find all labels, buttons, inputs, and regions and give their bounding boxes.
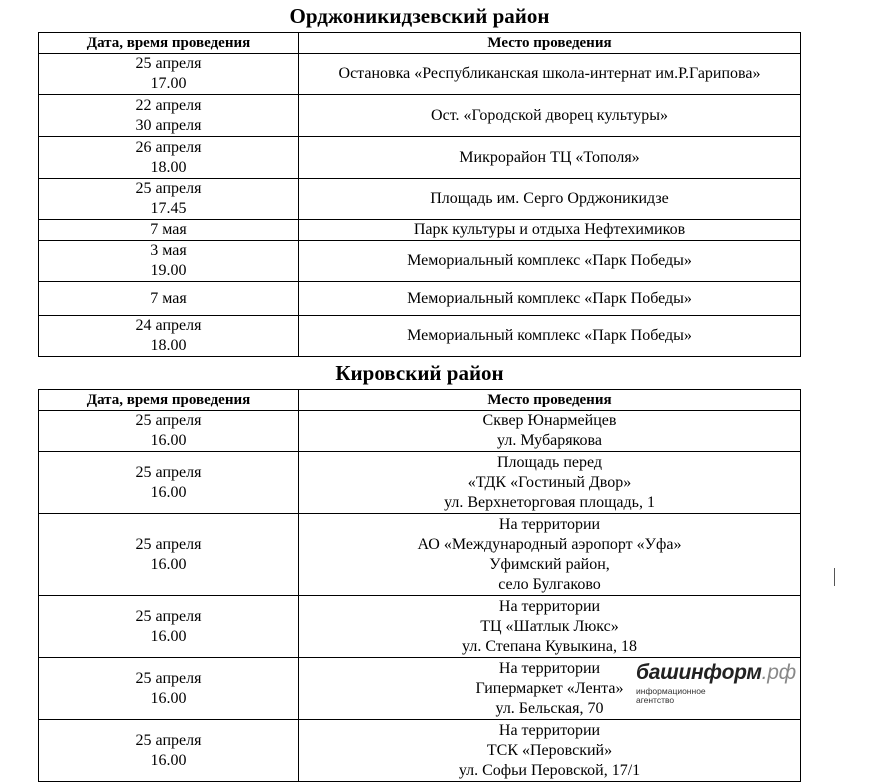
date-line: 25 апреля [135, 731, 202, 749]
date-cell [39, 452, 299, 514]
date-line: 24 апреля [135, 317, 202, 334]
table-row [39, 137, 801, 179]
place-line: Уфимский район, [489, 555, 610, 573]
table-body [39, 411, 801, 782]
date-cell [39, 137, 299, 179]
place-line: АО «Международный аэропорт «Уфа» [417, 535, 682, 553]
date-line: 16.00 [150, 555, 187, 573]
date-cell [39, 316, 299, 357]
text-cursor-marker [834, 568, 835, 586]
place-line: ул. Софьи Перовской, 17/1 [458, 761, 641, 779]
table-row [39, 514, 801, 596]
date-line: 30 апреля [135, 116, 202, 134]
place-cell [299, 514, 801, 596]
place-line: «ТДК «Гостиный Двор» [467, 473, 632, 491]
date-cell [39, 514, 299, 596]
date-line: 18.00 [150, 158, 187, 176]
date-line: 25 апреля [135, 607, 202, 625]
place-cell [299, 220, 801, 241]
date-line: 7 мая [150, 289, 187, 307]
place-line: ТЦ «Шатлык Люкс» [480, 617, 619, 635]
place-line: ул. Степана Кувыкина, 18 [462, 637, 637, 655]
table-row [39, 411, 801, 452]
date-cell [39, 411, 299, 452]
date-cell [39, 720, 299, 782]
date-cell [39, 95, 299, 137]
place-line: На территории [498, 597, 601, 615]
date-line: 7 мая [150, 221, 187, 238]
place-cell [299, 282, 801, 316]
watermark-subtitle: информационное агентство [636, 686, 706, 705]
date-cell [39, 179, 299, 220]
date-cell [39, 282, 299, 316]
date-line: 16.00 [150, 751, 187, 769]
place-line: Ост. «Городской дворец культуры» [431, 106, 668, 124]
table-row [39, 316, 801, 357]
date-line: 26 апреля [135, 138, 202, 156]
date-line: 22 апреля [135, 96, 202, 114]
table-row [39, 452, 801, 514]
place-line: село Булгаково [498, 575, 601, 593]
place-line: Остановка «Республиканская школа-интернат им.Р.Гарипова» [338, 65, 761, 82]
header-place: Место проведения [299, 33, 801, 54]
table-body [39, 54, 801, 357]
place-line: Площадь перед [496, 453, 603, 471]
date-line: 25 апреля [135, 535, 202, 553]
date-line: 16.00 [150, 432, 187, 449]
place-cell [299, 720, 801, 782]
place-line: Микрорайон ТЦ «Тополя» [459, 148, 640, 166]
table-header-row [39, 33, 801, 54]
section-title-ordzhonikidzevsky: Орджоникидзевский район [289, 4, 550, 28]
place-line: На территории [498, 515, 601, 533]
date-line: 16.00 [150, 627, 187, 645]
table-row [39, 54, 801, 95]
date-cell [39, 220, 299, 241]
date-line: 25 апреля [135, 669, 202, 687]
date-cell [39, 54, 299, 95]
place-cell [299, 54, 801, 95]
date-line: 18.00 [150, 337, 187, 354]
table-header-row [39, 390, 801, 411]
date-cell [39, 241, 299, 282]
header-place: Место проведения [299, 390, 801, 411]
place-line: ул. Бельская, 70 [495, 699, 604, 717]
place-cell [299, 316, 801, 357]
watermark-brand: башинформ.рф [636, 661, 796, 684]
table-row [39, 220, 801, 241]
date-line: 3 мая [150, 242, 187, 259]
place-line: Мемориальный комплекс «Парк Победы» [407, 327, 692, 344]
date-line: 25 апреля [135, 180, 202, 197]
place-cell [299, 411, 801, 452]
section-title-kirovsky: Кировский район [335, 361, 504, 385]
date-line: 25 апреля [135, 463, 202, 481]
place-line: Мемориальный комплекс «Парк Победы» [407, 252, 692, 269]
place-line: ул. Верхнеторговая площадь, 1 [444, 493, 655, 511]
schedule-table-ordzhonikidzevsky [38, 32, 801, 357]
place-line: Мемориальный комплекс «Парк Победы» [407, 289, 692, 307]
date-line: 17.00 [150, 75, 187, 92]
date-line: 17.45 [150, 200, 187, 217]
table-row [39, 282, 801, 316]
header-date-time: Дата, время проведения [39, 390, 299, 411]
place-cell [299, 241, 801, 282]
date-line: 25 апреля [135, 55, 202, 72]
table-row [39, 720, 801, 782]
date-line: 19.00 [150, 262, 187, 279]
table-row [39, 95, 801, 137]
bashinform-watermark-logo [636, 661, 796, 705]
schedule-table-kirovsky [38, 389, 801, 782]
date-cell [39, 596, 299, 658]
place-cell [299, 596, 801, 658]
place-cell [299, 179, 801, 220]
place-line: ТСК «Перовский» [486, 741, 613, 759]
date-line: 16.00 [150, 483, 187, 501]
place-line: Гипермаркет «Лента» [475, 679, 624, 697]
table-row [39, 179, 801, 220]
table-row [39, 596, 801, 658]
place-line: Парк культуры и отдыха Нефтехимиков [413, 221, 686, 238]
place-line: Сквер Юнармейцев [482, 412, 617, 429]
place-line: Площадь им. Серго Орджоникидзе [430, 190, 669, 207]
date-cell [39, 658, 299, 720]
place-cell [299, 137, 801, 179]
place-line: На территории [498, 659, 601, 677]
place-line: На территории [498, 721, 601, 739]
header-date-time: Дата, время проведения [39, 33, 299, 54]
date-line: 25 апреля [135, 412, 202, 429]
table-row [39, 241, 801, 282]
place-cell [299, 452, 801, 514]
place-line: ул. Мубарякова [497, 432, 602, 449]
place-cell [299, 95, 801, 137]
date-line: 16.00 [150, 689, 187, 707]
